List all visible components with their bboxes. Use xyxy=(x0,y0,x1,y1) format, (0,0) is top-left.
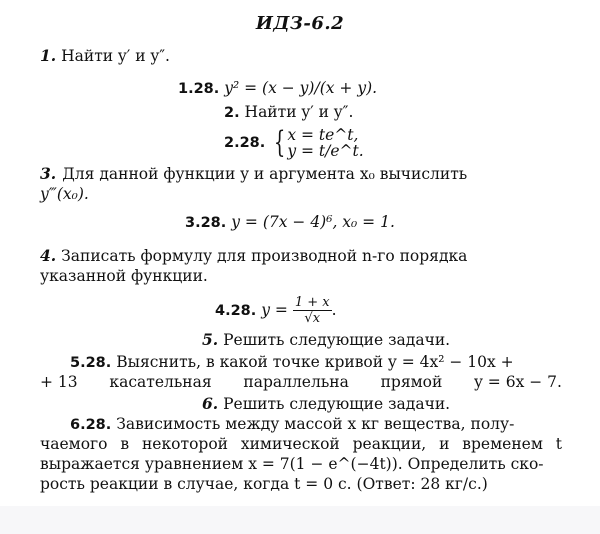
task6-text-line2 xyxy=(40,434,562,454)
task4-formula-lhs: y = xyxy=(261,301,288,319)
task4-number: 4. xyxy=(40,246,57,265)
task4-problem-number: 4.28. xyxy=(215,303,257,319)
task4-problem xyxy=(215,294,337,327)
task5-line2-word: + 13 xyxy=(40,373,78,391)
task2-system-line1: x = te^t, xyxy=(287,126,359,144)
task5-heading-text: Решить следующие задачи. xyxy=(223,331,451,349)
task4-heading-line1 xyxy=(40,246,467,266)
task6-heading xyxy=(202,394,450,414)
task5-heading xyxy=(202,330,450,350)
task4-fraction-denominator: √x xyxy=(304,311,321,326)
task6-heading-text: Решить следующие задачи. xyxy=(223,395,451,413)
task5-line2-word: прямой xyxy=(380,373,443,391)
task5-text-line2 xyxy=(40,372,562,392)
task6-line2-word: и xyxy=(439,435,450,453)
task2-problem-number: 2.28. xyxy=(224,135,266,151)
task1-problem xyxy=(178,78,377,99)
task2-heading xyxy=(224,102,353,123)
document-title: ИДЗ-6.2 xyxy=(255,13,345,34)
task4-heading-text: Записать формулу для производной n-го порядка xyxy=(61,247,468,265)
task4-formula-end: . xyxy=(331,301,337,319)
task6-line2-word: чаемого xyxy=(40,435,108,453)
task5-number: 5. xyxy=(202,330,219,349)
task5-problem-number: 5.28. xyxy=(70,355,112,371)
task4-heading-line2: указанной функции. xyxy=(40,267,208,285)
task5-text-line1 xyxy=(70,352,514,373)
task6-problem-number: 6.28. xyxy=(70,417,112,433)
task2-number: 2. xyxy=(224,105,240,121)
task6-line2-word: химической xyxy=(240,435,340,453)
task6-line2-word: некоторой xyxy=(141,435,228,453)
task6-number: 6. xyxy=(202,394,219,413)
task6-line2-word: в xyxy=(120,435,130,453)
task5-text1: Выяснить, в какой точке кривой y = 4x² − 10x + xyxy=(116,353,514,371)
task3-number: 3. xyxy=(40,164,57,183)
task3-formula: y = (7x − 4)⁶, x₀ = 1. xyxy=(231,213,395,231)
task6-text1: Зависимость между массой x кг вещества, полу- xyxy=(116,415,515,433)
task2-system xyxy=(287,127,363,159)
task6-text-line4: рость реакции в случае, когда t = 0 с. (Ответ: 28 кг/с.) xyxy=(40,475,488,493)
task1-heading-text: Найти y′ и y″. xyxy=(61,47,170,65)
task6-text-line1 xyxy=(70,414,514,435)
task6-line2-word: временем xyxy=(462,435,543,453)
task3-problem-number: 3.28. xyxy=(185,215,227,231)
task3-heading-line2: y‴(x₀). xyxy=(40,185,89,203)
task5-line2-word: параллельна xyxy=(243,373,349,391)
task1-number: 1. xyxy=(40,46,57,65)
task1-problem-number: 1.28. xyxy=(178,81,220,97)
task4-fraction xyxy=(293,296,332,326)
task2-problem xyxy=(224,126,364,159)
task1-heading xyxy=(40,46,170,66)
task3-heading-line1 xyxy=(40,164,565,184)
task4-fraction-numerator: 1 + x xyxy=(294,295,330,310)
system-brace: { xyxy=(274,125,286,160)
task6-text-line3: выражается уравнением x = 7(1 − e^(−4t)). Определить ско- xyxy=(40,455,544,473)
task1-formula: y² = (x − y)/(x + y). xyxy=(224,79,378,97)
task2-heading-text: Найти y′ и y″. xyxy=(244,103,354,121)
task2-system-line2: y = t/e^t. xyxy=(287,142,364,160)
task3-heading-text: Для данной функции y и аргумента x₀ вычислить xyxy=(62,165,468,183)
task5-line2-word: y = 6x − 7. xyxy=(474,373,562,391)
page-bottom-margin xyxy=(0,506,600,534)
task3-problem xyxy=(185,212,395,233)
task6-line2-word: реакции, xyxy=(352,435,427,453)
task5-line2-word: касательная xyxy=(109,373,212,391)
task6-line2-word: t xyxy=(555,435,562,453)
